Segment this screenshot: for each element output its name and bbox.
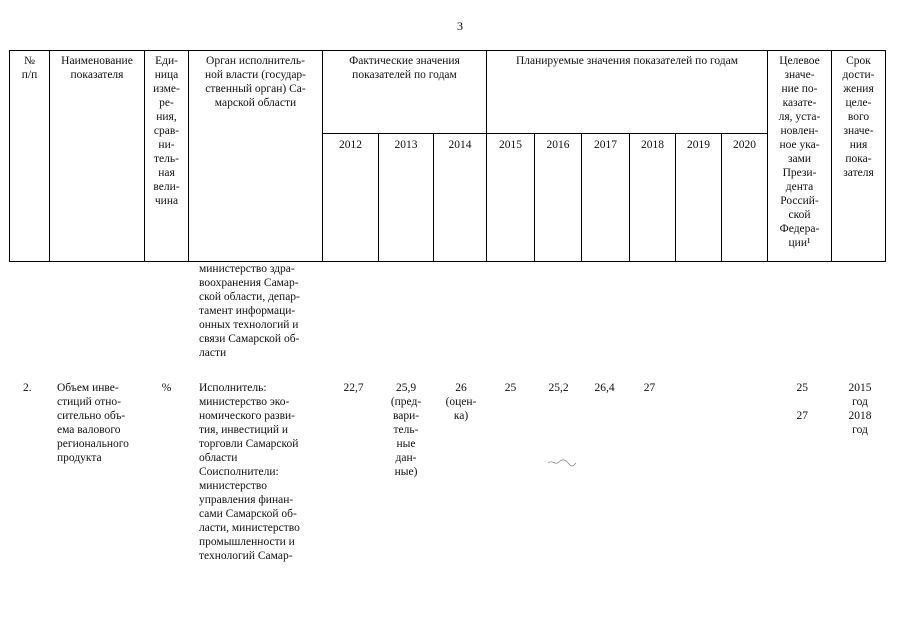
row-num: 2. — [23, 382, 32, 394]
indicator-table — [9, 50, 886, 262]
year-2020: 2020 — [733, 139, 756, 151]
header-name: Наименование показателя — [61, 55, 133, 81]
row-deadline: 2015 год 2018 год — [848, 382, 872, 436]
value-2013: 25,9 (пред- вари- тель- ные дан- ные) — [390, 382, 422, 478]
year-2012: 2012 — [339, 139, 362, 151]
table-top-border — [9, 50, 886, 51]
year-2013: 2013 — [394, 139, 418, 151]
value-2017: 26,4 — [594, 382, 615, 394]
col-border — [675, 133, 676, 262]
value-2012: 22,7 — [343, 382, 364, 394]
year-2018: 2018 — [641, 139, 664, 151]
row-unit: % — [161, 382, 172, 394]
col-border — [433, 133, 434, 262]
header-planned: Планируемые значения показателей по годам — [515, 55, 739, 67]
header-unit: Еди- ница изме- ре- ния, срав- ни- тель- ная вели- чина — [153, 55, 180, 207]
header-deadline: Срок дости- жения целе- вого значе- ния пока- зателя — [842, 55, 875, 179]
value-2018: 27 — [643, 382, 656, 394]
year-2016: 2016 — [546, 139, 570, 151]
header-org: Орган исполнитель- ной власти (государ- ственный орган) Са- марской области — [204, 55, 307, 109]
col-border — [581, 133, 582, 262]
col-border — [629, 133, 630, 262]
header-bottom-border — [9, 261, 886, 262]
pen-mark — [547, 455, 577, 469]
year-2019: 2019 — [687, 139, 710, 151]
page-number: 3 — [457, 19, 463, 33]
row-name: Объем инве- стиций отно- сительно объ- ема валового регионального продукта — [57, 382, 129, 464]
col-border — [721, 133, 722, 262]
year-2017: 2017 — [594, 139, 617, 151]
year-2014: 2014 — [448, 139, 472, 151]
header-actual: Фактические значения показателей по годам — [349, 55, 460, 81]
row-org: Исполнитель: министерство эко- номического разви- тия, инвестиций и торговли Самарской области Соисполнители: министерство управления финан- сами Самарской об- ласти, министерство промышленности и технологий Самар- — [199, 382, 300, 562]
row-target: 25 27 — [796, 382, 808, 422]
col-border — [534, 133, 535, 262]
col-border — [378, 133, 379, 262]
header-target: Целевое значе- ние по- казате- ля, уста- новлен- ное ука- зами Прези- дента Россий- ской Федера- ции¹ — [778, 55, 821, 249]
col-border — [486, 50, 487, 262]
value-2015: 25 — [504, 382, 517, 394]
header-num: № п/п — [21, 55, 38, 81]
continuation-org: министерство здра- воохранения Самар- ской области, депар- тамент информаци- онных технологий и связи Самарской об- ласти — [199, 263, 300, 359]
col-border — [885, 50, 886, 262]
value-2014: 26 (оцен- ка) — [445, 382, 477, 422]
year-2015: 2015 — [499, 139, 522, 151]
years-divider — [322, 133, 767, 134]
value-2016: 25,2 — [548, 382, 569, 394]
